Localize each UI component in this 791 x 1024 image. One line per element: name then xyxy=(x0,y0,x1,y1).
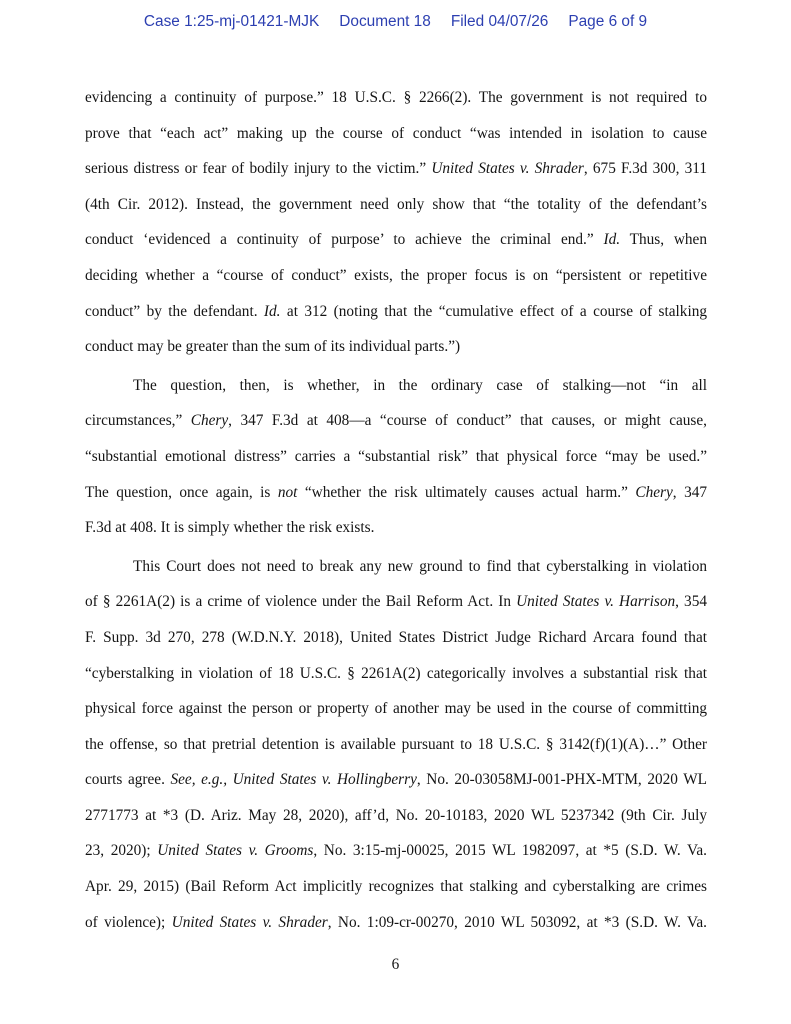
text-run: the offense, so that pretrial detention is available pursuant to 18 U.S.C. § 3142(f)(1)(A)…” Other xyxy=(85,735,707,753)
text-line xyxy=(85,620,707,656)
case-name: United States v. Harrison xyxy=(516,593,676,611)
page-count: Page 6 of 9 xyxy=(568,13,648,30)
document-body xyxy=(85,80,707,940)
text-run: “whether the risk ultimately causes actual harm.” xyxy=(297,483,636,501)
text-run: prove that “each act” making up the course of conduct “was intended in isolation to cause xyxy=(85,124,707,142)
text-run: F. Supp. 3d 270, 278 (W.D.N.Y. 2018), United States District Judge Richard Arcara found that xyxy=(85,628,707,646)
text-run: F.3d at 408. It is simply whether the risk exists. xyxy=(85,519,375,537)
text-run: of § 2261A(2) is a crime of violence under the Bail Reform Act. In xyxy=(85,593,517,611)
text-line xyxy=(85,691,707,727)
id-citation: Id. xyxy=(603,231,621,249)
text-run: physical force against the person or property of another may be used in the course of committing xyxy=(85,700,707,718)
text-line xyxy=(85,869,707,905)
paragraph xyxy=(85,549,707,941)
text-run: Apr. 29, 2015) (Bail Reform Act implicitly recognizes that stalking and cyberstalking are crimes xyxy=(85,878,707,896)
text-run: conduct” by the defendant. xyxy=(85,302,264,320)
text-line xyxy=(85,403,707,439)
text-run: conduct ‘evidenced a continuity of purpose’ to achieve the criminal end.” xyxy=(85,231,604,249)
case-name: United States v. Shrader xyxy=(431,160,584,178)
text-run: at 312 (noting that the “cumulative effect of a course of stalking xyxy=(280,302,707,320)
paragraph xyxy=(85,368,707,546)
emphasis: not xyxy=(277,483,298,501)
text-run: 2771773 at *3 (D. Ariz. May 28, 2020), aff’d, No. 20-10183, 2020 WL 5237342 (9th Cir. July xyxy=(85,806,707,824)
short-cite: Chery xyxy=(190,412,229,430)
text-run: conduct may be greater than the sum of its individual parts.”) xyxy=(85,338,461,356)
text-line xyxy=(85,727,707,763)
text-run: , No. 1:09-cr-00270, 2010 WL 503092, at *3 (S.D. W. Va. xyxy=(327,913,707,931)
text-line xyxy=(85,833,707,869)
id-citation: Id. xyxy=(263,302,281,320)
case-number: Case 1:25-mj-01421-MJK xyxy=(143,13,320,30)
case-name: United States v. Shrader xyxy=(171,913,328,931)
text-run: , No. 3:15-mj-00025, 2015 WL 1982097, at *5 (S.D. W. Va. xyxy=(313,842,707,860)
filed-date: Filed 04/07/26 xyxy=(450,13,549,30)
text-line xyxy=(85,656,707,692)
text-run: of violence); xyxy=(85,913,172,931)
text-run: (4th Cir. 2012). Instead, the government need only show that “the totality of the defendant’s xyxy=(85,195,707,213)
case-header xyxy=(0,12,791,32)
text-line xyxy=(85,222,707,258)
text-line xyxy=(85,798,707,834)
text-run: The question, once again, is xyxy=(85,483,278,501)
text-run: , 354 xyxy=(675,593,708,611)
text-run: , 347 xyxy=(672,483,708,501)
short-cite: Chery xyxy=(635,483,673,501)
page-number: 6 xyxy=(391,956,400,973)
text-run: evidencing a continuity of purpose.” 18 U.S.C. § 2266(2). The government is not required to xyxy=(85,89,707,106)
text-line xyxy=(85,80,707,116)
text-run: , 675 F.3d 300, 311 xyxy=(583,160,707,178)
text-run: deciding whether a “course of conduct” exists, the proper focus is on “persistent or repetitive xyxy=(85,266,707,284)
document-number: Document 18 xyxy=(339,13,431,30)
text-run: circumstances,” xyxy=(85,412,191,430)
citation-signal: See, e.g., xyxy=(170,771,228,789)
text-run: This Court does not need to break any new ground to find that cyberstalking in violation xyxy=(133,557,707,575)
text-line xyxy=(85,905,707,941)
text-run: “cyberstalking in violation of 18 U.S.C. § 2261A(2) categorically involves a substantial risk that xyxy=(85,664,707,682)
text-line xyxy=(85,510,707,546)
text-run: The question, then, is whether, in the ordinary case of stalking—not “in all xyxy=(133,376,707,394)
text-run: serious distress or fear of bodily injury to the victim.” xyxy=(85,160,432,178)
text-line xyxy=(85,151,707,187)
text-line xyxy=(85,294,707,330)
text-line xyxy=(85,368,707,404)
text-run: , No. 20-03058MJ-001-PHX-MTM, 2020 WL xyxy=(416,771,708,789)
text-run: 23, 2020); xyxy=(85,842,158,860)
text-line xyxy=(85,187,707,223)
text-line xyxy=(85,329,707,365)
text-run: courts agree. xyxy=(85,771,171,789)
text-line xyxy=(85,475,707,511)
text-run: , 347 F.3d at 408—a “course of conduct” that causes, or might cause, xyxy=(228,412,707,430)
text-line xyxy=(85,762,707,798)
text-line xyxy=(85,584,707,620)
text-line xyxy=(85,116,707,152)
text-run: Thus, when xyxy=(620,231,707,249)
text-line xyxy=(85,549,707,585)
text-run: “substantial emotional distress” carries a “substantial risk” that physical force “may be used.” xyxy=(85,447,707,465)
case-name: United States v. Hollingberry xyxy=(227,771,417,789)
text-line xyxy=(85,439,707,475)
case-name: United States v. Grooms xyxy=(157,842,314,860)
text-line xyxy=(85,258,707,294)
paragraph xyxy=(85,80,707,365)
